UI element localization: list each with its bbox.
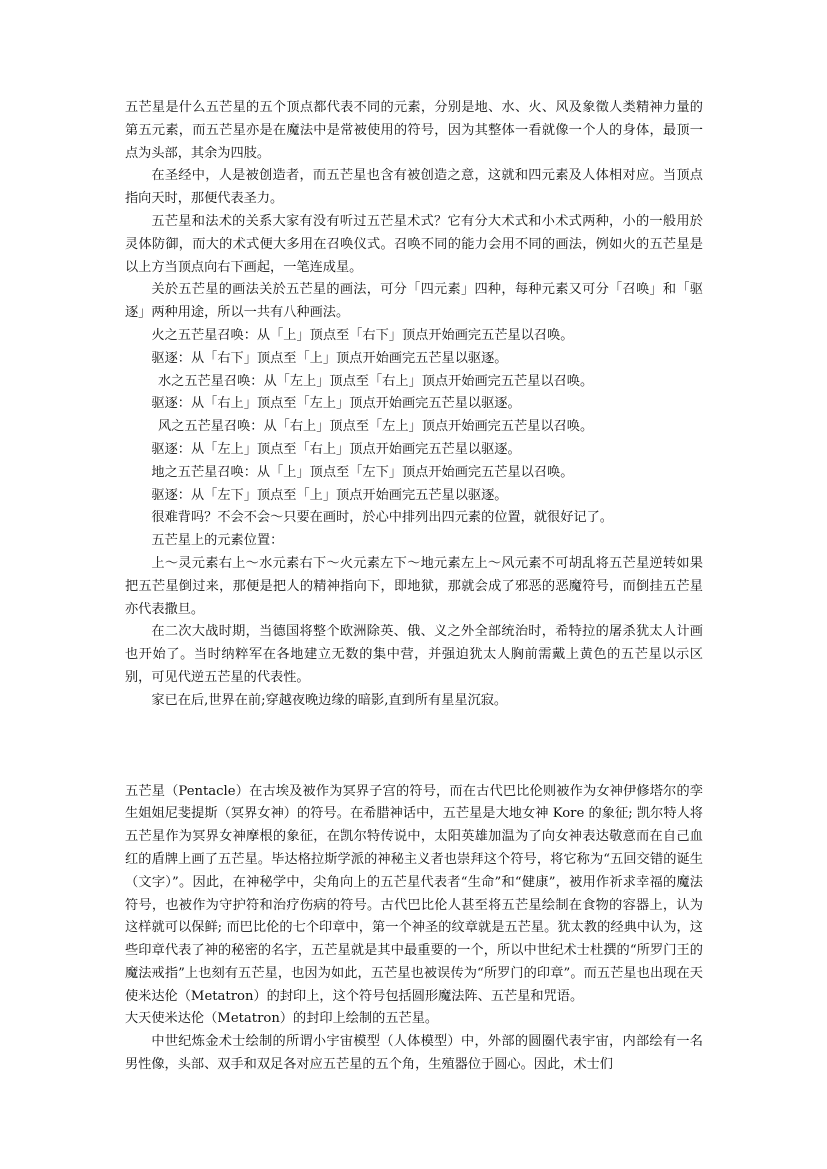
- paragraph: 驱逐：从「左上」顶点至「右上」顶点开始画完五芒星以驱逐。: [151, 441, 521, 457]
- paragraph: 在圣经中，人是被创造者，而五芒星也含有被创造之意，这就和四元素及人体相对应。当顶点指向天时，那便代表圣力。: [125, 168, 703, 207]
- paragraph: 在二次大战时期，当德国将整个欧洲除英、俄、义之外全部统治时，希特拉的屠杀犹太人计画也开始了。当时纳粹军在各地建立无数的集中营，并强迫犹太人胸前需戴上黄色的五芒星以示区别，可见代逆五芒星的代表性。: [125, 624, 703, 685]
- paragraph: 关於五芒星的画法关於五芒星的画法，可分「四元素」四种，每种元素又可分「召唤」和「驱逐」两种用途，所以一共有八种画法。: [125, 282, 703, 321]
- section-gap: [125, 713, 703, 781]
- paragraph: 五芒星（Pentacle）在古埃及被作为冥界子宫的符号，而在古代巴比伦则被作为女神伊修塔尔的孪生姐姐尼斐提斯（冥界女神）的符号。在希腊神话中，五芒星是大地女神 Kore 的象征; 凯尔特人将五芒星作为冥界女神摩根的象征，在凯尔特传说中，太阳英雄加温为了向女神表达敬意而在自己血红的盾牌上画了五芒星。毕达格拉斯学派的神秘主义者也崇拜这个符号，将它称为“五回交错的诞生（文字）”。因此，在神秘学中，尖角向上的五芒星代表者“生命”和“健康”，被用作祈求幸福的魔法符号，也被作为守护符和治疗伤病的符号。古代巴比伦人甚至将五芒星绘制在食物的容器上，认为这样就可以保鲜; 而巴比伦的七个印章中，第一个神圣的纹章就是五芒星。犹太教的经典中认为，这些印章代表了神的秘密的名字，五芒星就是其中最重要的一个，所以中世纪术士杜撰的“所罗门王的魔法戒指”上也刻有五芒星，也因为如此，五芒星也被误传为“所罗门的印章”。而五芒星也出现在天使米达伦（Metatron）的封印上，这个符号包括圆形魔法阵、五芒星和咒语。: [125, 783, 703, 1004]
- paragraph: 地之五芒星召唤：从「上」顶点至「左下」顶点开始画完五芒星以召唤。: [151, 464, 574, 480]
- paragraph: 火之五芒星召唤：从「上」顶点至「右下」顶点开始画完五芒星以召唤。: [151, 327, 574, 343]
- paragraph: 大天使米达伦（Metatron）的封印上绘制的五芒星。: [125, 1011, 439, 1027]
- paragraph: 上～灵元素右上～水元素右下～火元素左下～地元素左上～风元素不可胡乱将五芒星逆转如果把五芒星倒过来，那便是把人的精神指向下，即地狱，那就会成了邪恶的恶魔符号，而倒挂五芒星亦代表撒旦。: [125, 555, 703, 617]
- document-page: [125, 97, 703, 1077]
- section-pentagram-elements: [125, 97, 703, 713]
- paragraph: 风之五芒星召唤：从「右上」顶点至「左上」顶点开始画完五芒星以召唤。: [158, 419, 594, 435]
- paragraph: 驱逐：从「右上」顶点至「左上」顶点开始画完五芒星以驱逐。: [151, 396, 521, 412]
- paragraph: 驱逐：从「右下」顶点至「上」顶点开始画完五芒星以驱逐。: [151, 350, 508, 366]
- paragraph: 水之五芒星召唤：从「左上」顶点至「右上」顶点开始画完五芒星以召唤。: [158, 373, 594, 389]
- paragraph: 五芒星上的元素位置：: [151, 533, 284, 549]
- paragraph: 五芒星是什么五芒星的五个顶点都代表不同的元素，分别是地、水、火、风及象徵人类精神力量的第五元素，而五芒星亦是在魔法中是常被使用的符号，因为其整体一看就像一个人的身体，最顶一点为头部，其余为四肢。: [125, 100, 703, 161]
- paragraph: 驱逐：从「左下」顶点至「上」顶点开始画完五芒星以驱逐。: [151, 487, 508, 503]
- paragraph: 家已在后,世界在前;穿越夜晚边缘的暗影,直到所有星星沉寂。: [151, 692, 508, 708]
- section-pentacle-history: [125, 781, 703, 1077]
- paragraph: 五芒星和法术的关系大家有没有听过五芒星术式？它有分大术式和小术式两种，小的一般用於灵体防御，而大的术式便大多用在召唤仪式。召唤不同的能力会用不同的画法，例如火的五芒星是以上方当顶点向右下画起，一笔连成星。: [125, 213, 703, 275]
- paragraph: 中世纪炼金术士绘制的所谓小宇宙模型（人体模型）中，外部的圆圈代表宇宙，内部绘有一名男性像，头部、双手和双足各对应五芒星的五个角，生殖器位于圆心。因此，术士们: [125, 1034, 703, 1073]
- paragraph: 很难背吗？不会不会～只要在画时，於心中排列出四元素的位置，就很好记了。: [151, 510, 613, 526]
